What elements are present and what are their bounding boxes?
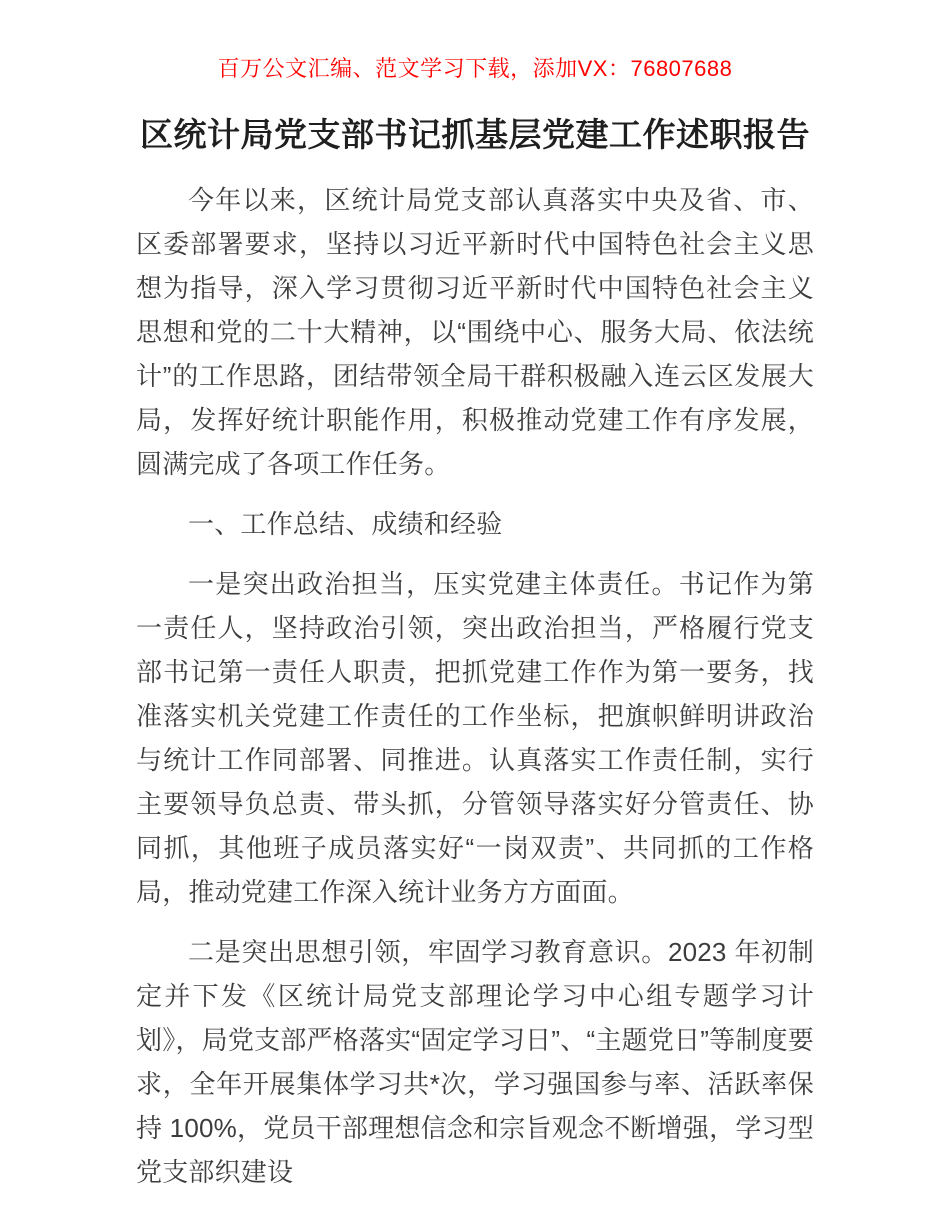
paragraph-intro: 今年以来，区统计局党支部认真落实中央及省、市、区委部署要求，坚持以习近平新时代中国特色社会主义思想为指导，深入学习贯彻习近平新时代中国特色社会主义思想和党的二十大精神，以“围绕中心、服务大局、依法统计”的工作思路，团结带领全局干群积极融入连云区发展大局，发挥好统计职能作用，积极推动党建工作有序发展，圆满完成了各项工作任务。 — [136, 185, 814, 479]
paragraph-point-one: 一是突出政治担当，压实党建主体责任。书记作为第一责任人，坚持政治引领，突出政治担当，严格履行党支部书记第一责任人职责，把抓党建工作作为第一要务，找准落实机关党建工作责任的工作坐标，把旗帜鲜明讲政治与统计工作同部署、同推进。认真落实工作责任制，实行主要领导负总责、带头抓，分管领导落实好分管责任、协同抓，其他班子成员落实好“一岗双责”、共同抓的工作格局，推动党建工作深入统计业务方方面面。 — [136, 569, 814, 907]
document-body — [136, 178, 814, 1194]
watermark-text: 百万公文汇编、范文学习下载，添加VX：76807688 — [217, 56, 733, 81]
section-heading-work-summary: 一、工作总结、成绩和经验 — [188, 509, 503, 539]
document-title: 区统计局党支部书记抓基层党建工作述职报告 — [140, 116, 810, 153]
paragraph-point-two: 二是突出思想引领，牢固学习教育意识。2023 年初制定并下发《区统计局党支部理论学习中心组专题学习计划》，局党支部严格落实“固定学习日”、“主题党日”等制度要求，全年开展集体学习共*次，学习强国参与率、活跃率保持 100%，党员干部理想信念和宗旨观念不断增强，学习型党支部织建设 — [136, 937, 814, 1187]
